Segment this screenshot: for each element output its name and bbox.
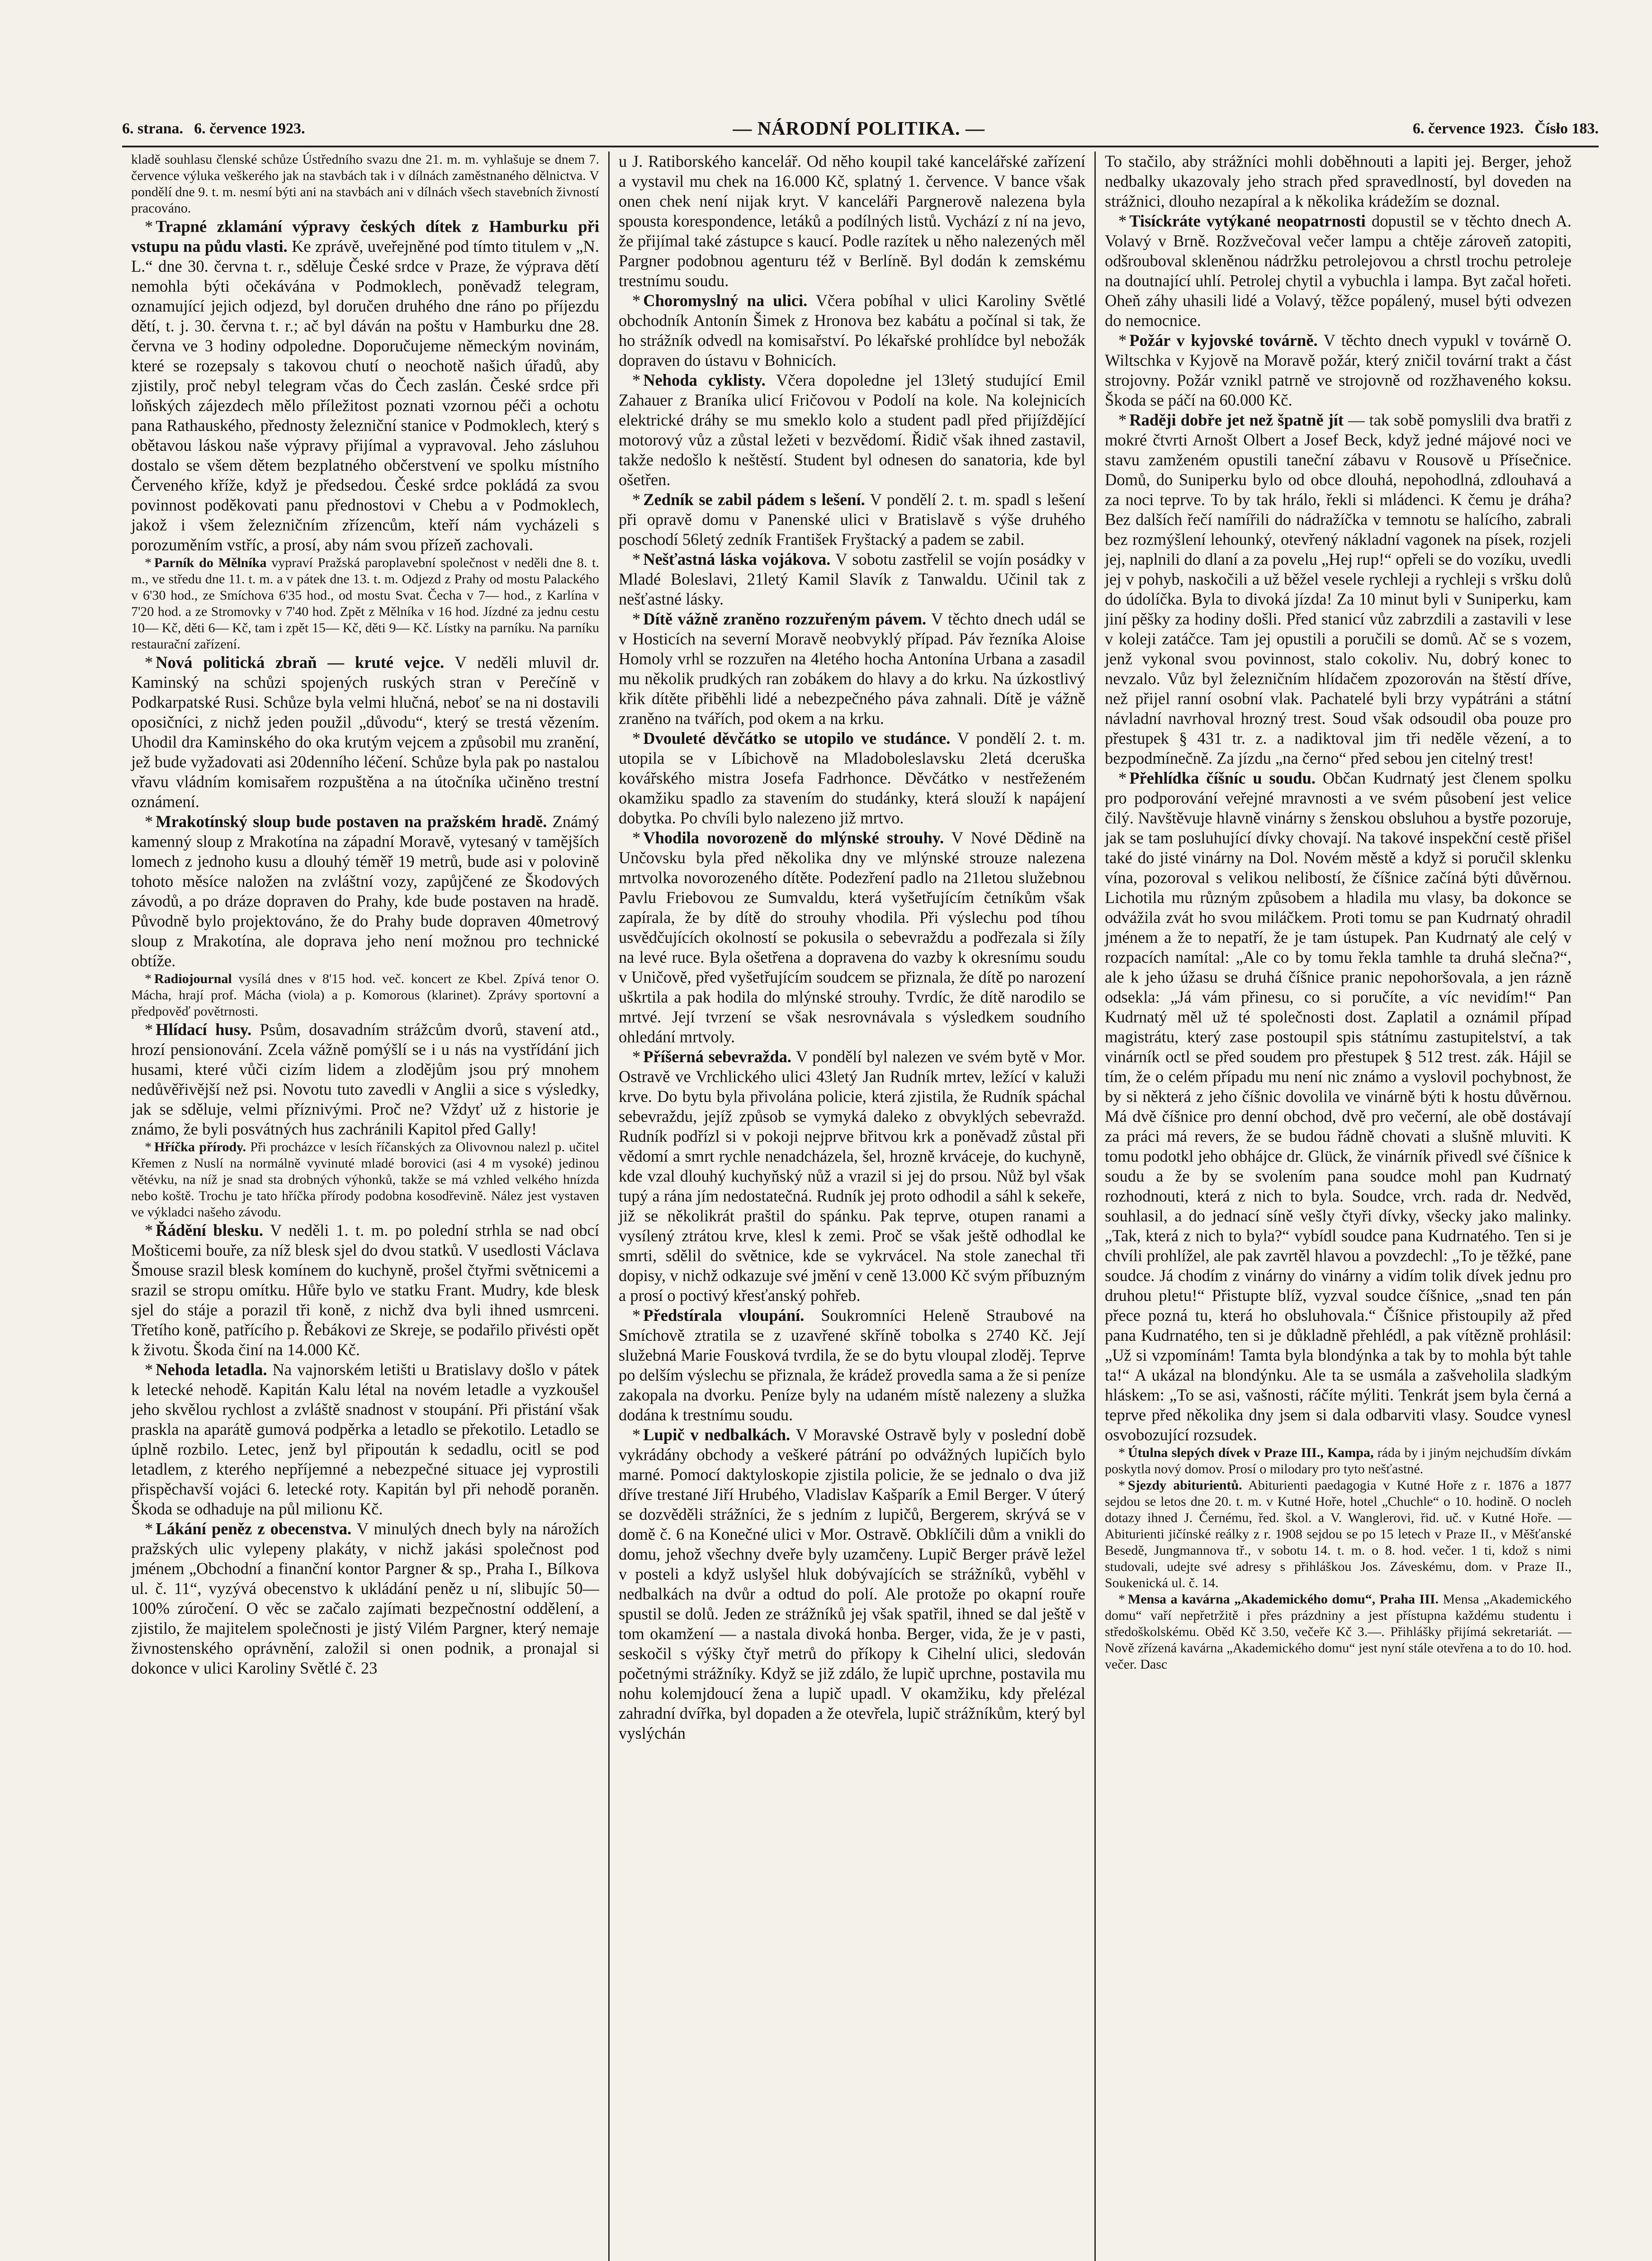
article-headline: Předstírala vloupání. [643,1306,805,1324]
asterisk-icon: * [632,729,641,747]
article-headline: Sjezdy abiturientů. [1128,1478,1242,1493]
asterisk-icon: * [145,217,153,236]
asterisk-icon: * [632,828,641,847]
article-text: V těchto dnech vypukl v továrně O. Wiltschka v Kyjově na Moravě požár, který zničil tovární trakt a část strojovny. Požár vznikl patrně ve strojovně od rozžhaveného koksu. Škoda se páčí na 60.000 Kč. [1105,331,1572,409]
asterisk-icon: * [1118,411,1127,429]
article-columns [122,151,1599,2261]
article-paragraph [131,1519,599,1678]
article-paragraph [1105,410,1572,768]
article-paragraph [619,728,1085,828]
article-headline: Trapné zklamání výpravy českých dítek z Hamburku při vstupu na půdu vlasti. [131,217,599,255]
article-paragraph [1105,1445,1572,1477]
article-paragraph [619,151,1085,291]
article-text: vysílá dnes v 8'15 hod. več. koncert ze Kbel. Zpívá tenor O. Mácha, hrají prof. Mácha (viola) a p. Komorous (klarinet). Zprávy sportovní a předpověď povětrnosti. [131,971,600,1019]
article-paragraph [619,370,1085,490]
article-text: V pondělí 2. t. m. utopila se v Líbichově na Mladoboleslavsku 2letá dceruška kovářského mistra Josefa Fadrhonce. Děvčátko v nestřeženém okamžiku spadlo za stavením do studánky, která slouží k napájení dobytka. Po chvíli bylo nalezeno již mrtvo. [619,729,1085,827]
asterisk-icon: * [145,555,151,570]
article-text: Včera dopoledne jel 13letý studující Emil Zahauer z Braníka ulicí Fričovou v Podolí na kole. Na kolejnicích elektrické dráhy se mu smeklo kolo a student padl před přijíždějící motorový vůz a zůstal ležeti v bezvědomí. Řidič však ihned zastavil, takže nedošlo k neštěstí. Student byl odnesen do sanatoria, kde byl ošetřen. [619,371,1085,489]
article-text: Známý kamenný sloup z Mrakotína na západní Moravě, vytesaný v tamějších lomech z jednoho kusu a dlouhý téměř 19 metrů, bude asi v polovině tohoto měsíce naložen na zvláštní vozy, zapůjčené ze Škodových závodů, a po dráze dopraven do Prahy, kde bude postaven na hradě. Původně bylo projektováno, že do Prahy bude dopraven 40metrový sloup z Mrakotína, ale doprava jeho není možnou pro technické obtíže. [131,812,599,970]
article-headline: Raději dobře jet než špatně jít [1129,411,1344,429]
asterisk-icon: * [632,1425,641,1444]
article-text: kladě souhlasu členské schůze Ústředního svazu dne 21. m. m. vyhlašuje se dnem 7. července výluka veškerého jak na stavbách tak i v dílnách zaměstnaného dělnictva. V pondělí dne 9. t. m. nesmí býti ani na stavbách ani v dílnách všech stavebních živností pracováno. [131,152,599,216]
article-text: Psům, dosavadním strážcům dvorů, stavení atd., hrozí pensionování. Zcela vážně pomýšlí se i u nás na vystřídání jich husami, které vůči cizím lidem a zlodějům jsou prý mnohem nedůvěřivější než psi. Novotu tuto zavedli v Anglii a sice s výsledky, jak se sděluje, velmi příznivými. Proč ne? Vždyť už z historie je známo, že byli posvátných hus zachránili Kapitol před Gally! [131,1020,599,1138]
asterisk-icon: * [1118,1592,1125,1607]
article-paragraph [619,1425,1085,1743]
asterisk-icon: * [632,371,641,389]
article-text: V těchto dnech udál se v Hosticích na severní Moravě neobvyklý případ. Páv řezníka Aloise Homoly vrhl se rozzuřen na 4letého hocha Antonína Urbana a zasadil mu několik prudkých ran zobákem do hlavy a do krku. Na úzkostlivý křik dítěte přiběhli lidé a nebezpečného páva zahnali. Dítě je vážně zraněno na tvářích, pod okem a na krku. [619,610,1086,728]
asterisk-icon: * [632,1047,641,1066]
article-headline: Mrakotínský sloup bude postaven na pražském hradě. [156,812,547,831]
asterisk-icon: * [145,1221,153,1239]
article-paragraph [131,1020,599,1139]
column-3 [1094,151,1581,2261]
article-text: Na vajnorském letišti u Bratislavy došlo v pátek k letecké nehodě. Kapitán Kalu létal na novém letadle a vyzkoušel jeho skvělou rychlost a zvláště snadnost v stoupání. Při přistání však praskla na aparátě gumová podpěrka a letadlo se překotilo. Letadlo se úplně rozbilo. Letec, jenž byl připoután k sedadlu, ocitl se pod letadlem, z kterého nepříjemné a nebezpečné situace jej vyprostili přispěchavší vojáci 6. letecké roty. Kapitán byl při nehodě poraněn. Škoda se odhaduje na půl milionu Kč. [131,1360,599,1518]
article-headline: Parník do Mělníka [154,555,267,570]
asterisk-icon: * [145,653,153,672]
page-number: 6. strana. [122,120,184,137]
asterisk-icon: * [145,971,151,986]
article-paragraph [1105,331,1572,410]
article-paragraph [619,828,1085,1047]
article-paragraph [131,812,599,971]
asterisk-icon: * [632,490,641,509]
asterisk-icon: * [1118,212,1127,230]
article-paragraph [131,1220,599,1360]
article-paragraph [619,291,1085,370]
article-headline: Zedník se zabil pádem s lešení. [643,490,865,509]
article-paragraph [131,1360,599,1519]
date-left: 6. července 1923. [194,120,305,137]
header-rule [122,146,1599,147]
article-paragraph [131,971,599,1020]
article-text: Abiturienti paedagogia v Kutné Hoře z r. 1876 a 1877 sejdou se letos dne 20. t. m. v Kutné Hoře, hotel „Chuchle“ o 10. hodině. O nocleh dotazy ihned J. Černému, řed. škol. a V. Wanglerovi, řid. uč. v Kutné Hoře. — Abiturienti jičínské reálky z r. 1908 sejdou se po 15 letech v Praze II., v Měšťanské Besedě, Jungmannova tř., v sobotu 14. t. m. o 8. hod. večer. 1 ti, kdož s nimi studovali, udejte své adresy s přihláškou Jos. Záveskému, dom. v Praze II., Soukenická ul. č. 14. [1105,1478,1572,1590]
article-paragraph [131,555,599,653]
article-headline: Mensa a kavárna „Akademického domu“, Praha III. [1128,1592,1439,1607]
article-text: V Moravské Ostravě byly v poslední době vykrádány obchody a veškeré pátrání po odvážných lupičích bylo marné. Pomocí daktyloskopie zjistila policie, že se jednalo o dva již dříve trestané Jiří Hrubého, Vladislav Kašparík a Emil Berger. V úterý se dozvěděli strážníci, že s jedním z lupičů, Bergerem, skrývá se v domě č. 6 na Konečné ulici v Mor. Ostravě. Obklíčili dům a vnikli do domu, jehož všechny dveře byly uzamčeny. Lupič Berger právě ležel v posteli a když uslyšel hluk dobývajících se strážníků, vyběhl v nedbalkách na dvůr a odtud do polí. Ale protože po okapní rouře spustil se dolů. Jeden ze strážníků jej však spatřil, ihned se dal ještě v tom okamžení — a nastala divoká honba. Berger, vida, že je v pasti, seskočil s výšky čtyř metrů do příkopy k Cihelní ulici, sledován početnými strážníky. Když se již zdálo, že lupič uprchne, postavila mu nohu kolemjdoucí žena a lupič upadl. V okamžiku, kdy přelézal zahradní dvířka, byl dopaden a že otevřela, lupič strážníkům, který byl vyslýchán [619,1425,1086,1742]
asterisk-icon: * [145,1360,153,1379]
article-text: To stačilo, aby strážníci mohli doběhnouti a lapiti jej. Berger, jehož nedbalky ukazovaly jeho strach před spravedlností, byl doveden na strážnici, dlouho nezapíral a k několika krádežím se doznal. [1105,152,1572,210]
article-text: Mensa „Akademického domu“ vaří nepřetržitě i přes prázdniny a jest přístupna každému studentu i středoškolskému. Oběd Kč 3.50, večeře Kč 3.—. Přihlášky přijímá sekretariát. — Nově zřízená kavárna „Akademického domu“ jest nyní stále otevřena a to do 10. hod. večer. Dasc [1105,1592,1572,1672]
asterisk-icon: * [145,1140,151,1154]
article-text: V neděli mluvil dr. Kaminský na schůzi spojených ruských stran v Perečíně v Podkarpatské Rusi. Schůze byla velmi hlučná, neboť se na ni dostavili oposičníci, z nichž jeden použil „důvodu“, který se trestá vězením. Uhodil dra Kaminského do oka krutým vejcem a způsobil mu zranění, jež bude vyžadovati asi 20denního léčení. Schůze byla pak po nastalou vřavu vládním komisařem rozpuštěna a na útočníka učiněno trestní oznámení. [131,653,600,811]
article-headline: Příšerná sebevražda. [643,1047,792,1066]
date-right: 6. července 1923. [1412,120,1524,137]
header-left [122,120,305,137]
article-headline: Lupič v nedbalkách. [643,1425,790,1444]
column-2 [608,151,1094,2261]
article-text: Ke zprávě, uveřejněné pod tímto titulem v „N. L.“ dne 30. června t. r., sděluje České srdce v Praze, že výprava dětí nemohla býti očekávána v Podmoklech, poněvadž telegram, oznamující jejich odjezd, byl doručen druhého dne ráno po příjezdu dětí, t. j. 30. června t. r.; ač byl dáván na poštu v Hamburku dne 28. června ve 3 hodiny odpoledne. Doporučujeme německým novinám, které se rozepsaly s takovou chutí o neochotě našich úřadů, aby zjistily, proč nebyl telegram včas do Čech zaslán. České srdce při loňských zájezdech mělo příležitost poznati vzornou péči a ochotu pana Rathauského, přednosty železniční stanice v Podmoklech, který s obětavou láskou naše výpravy přijímal a vypravoval. Jeho zásluhou dostalo se všem dětem bezplatného občerstvení ve spolku místního Červeného kříže, když je předsedou. České srdce pokládá za svou povinnost poděkovati panu přednostovi v Chebu a v Podmoklech, jakož i všem železničním zřízencům, kteří nám vycházeli s porozuměním vstříc, a prosí, aby nám svou přízeň zachovali. [131,237,599,554]
asterisk-icon: * [632,1306,641,1324]
article-headline: Útulna slepých dívek v Praze III., Kampa, [1128,1445,1374,1460]
article-text: Včera pobíhal v ulici Karoliny Světlé obchodník Antonín Šimek z Hronova bez kabátu a počínal si tak, že ho strážník odvedl na komisařství. Po lékařské prohlídce byl nebožák dopraven do ústavu v Bohnicích. [619,291,1085,369]
asterisk-icon: * [1118,1445,1125,1460]
asterisk-icon: * [632,610,641,628]
article-paragraph [619,609,1085,728]
asterisk-icon: * [145,1020,153,1039]
article-text: vypraví Pražská paroplavební společnost v neděli dne 8. t. m., ve středu dne 11. t. m. a v pátek dne 13. t. m. Odjezd z Prahy od mostu Palackého v 6'30 hod., ze Smíchova 6'35 hod., od mostu Svat. Čecha v 7— hod., z Karlína v 7'20 hod. a ze Stromovky v 7'40 hod. Zpět z Mělníka v 16 hod. Jízdné za jednu cestu 10— Kč, děti 6— Kč, tam i zpět 15— Kč, děti 9— Kč. Lístky na parníku. Na parníku restaurační zařízení. [131,555,600,652]
article-text: ráda by i jiným nejchudším dívkám poskytla nový domov. Prosí o milodary pro tyto nešťastné. [1105,1445,1572,1476]
article-headline: Dvouleté děvčátko se utopilo ve studánce. [643,729,951,747]
article-headline: Dítě vážně zraněno rozzuřeným pávem. [643,610,927,628]
article-text: V sobotu zastřelil se vojín posádky v Mladé Boleslavi, 21letý Kamil Slavík z Tanwaldu. Učinil tak z nešťastné lásky. [619,550,1085,608]
asterisk-icon: * [632,550,641,568]
article-headline: Hlídací husy. [156,1020,252,1039]
article-headline: Přehlídka číšníc u soudu. [1129,769,1316,787]
article-headline: Lákání peněz z obecenstva. [156,1519,352,1538]
article-headline: Nešťastná láska vojákova. [643,550,831,568]
article-text: — tak sobě pomyslili dva bratři z mokré čtvrti Arnošt Olbert a Josef Beck, když jedné májové noci ve stavu zamženém opustili taneční zábavu v Rousově u Přísečnice. Domů, do Suniperku bylo od obce dlouhá, nepohodlná, zdlouhavá a za noci teprve. To by tak hrálo, řekli si mládenci. K čemu je dráha? Bez dalších řečí namířili do nádražíčka v temnotu se halícího, zabrali bez rozmýšlení lehounký, otevřený nákladní vagonek na písek, rozjeli jej, naplnili do dlaní a za povelu „Hej rup!“ opřeli se do vozíku, uvedli jej v pohyb, naskočili a už běžel vesele rychleji a rychleji s vršku dolů do údolíčka. Byla to divoká jízda! Za 10 minut byli v Suniperku, kam jiní pěšky za hodiny došli. Před stanicí vůz zabrzdili a zastavili v lese v koleji zatáčce. Tam jej opustili a poručili se domů. Ač se s vozem, jenž vykonal svou povinnost, stalo cokoliv. Nu, dobrý konec to nevzalo. Vůz byl železničním hlídačem zpozorován na štěstí dříve, než přijel ranní osobní vlak. Pachatelé byli brzy vypátráni a státní návladní navrhoval hrozný trest. Soud však odsoudil oba pouze pro přestupek § 431 tr. z. a nadiktoval jim tři neděle vězení, a to bezpodmínečně. Za jízdu „na černo“ před sebou jen citelný trest! [1105,411,1572,767]
article-text: Při procházce v lesích říčanských za Olivovnou nalezl p. učitel Křemen z Nuslí na normálně vyvinuté mladé borovici (asi 4 m vysoké) jedinou větévku, na níž je snad sta drobných výhonků, takže se má vzhled velkého hnízda nebo koště. Trochu je tato hříčka přírody podobna kosodřevině. Nález jest vystaven ve výkladci našeho závodu. [131,1140,600,1220]
article-paragraph [619,1306,1085,1425]
asterisk-icon: * [145,1519,153,1538]
article-paragraph [1105,211,1572,331]
article-paragraph [131,653,599,812]
article-paragraph [131,217,599,555]
article-text: V Nové Dědině na Unčovsku byla před několika dny ve mlýnské strouze nalezena mrtvolka novorozeného dítěte. Podezření padlo na 21letou služebnou Pavlu Friebovou ze Sumvaldu, která vyšetřujícím četníkům však zapírala, že by dítě do strouhy vhodila. Při výslechu pod tíhou usvědčujících okolností se pokusila o sebevraždu a podřezala si žíly na levé ruce. Byla ošetřena a dopravena do vazby k okresnímu soudu v Uničově, před vyšetřujícím soudcem se přiznala, že dítě po narození uškrtila a pak hodila do mlýnské strouhy. Tvrdíc, že dítě narodilo se mrtvé. Její tvrzení se však nesrovnávala s výsledkem soudního ohledání mrtvoly. [619,828,1085,1046]
article-text: dopustil se v těchto dnech A. Volavý v Brně. Rozžvečoval večer lampu a chtěje zároveň zatopiti, odšrouboval skleněnou nádržku petrolejovou a chrstl trochu petroleje na doutnající uhlí. Petrolej chytil a vybuchla i lampa. Byt začal hořeti. Oheň záhy uhasili lidé a Volavý, těžce popálený, musel býti odvezen do nemocnice. [1105,212,1572,330]
article-text: V pondělí 2. t. m. spadl s lešení při opravě domu v Panenské ulici v Bratislavě s výše druhého poschodí 56letý zedník František Fryštacký a padem se zabil. [619,490,1085,549]
article-paragraph [619,490,1085,549]
asterisk-icon: * [1118,331,1127,350]
article-headline: Choromyslný na ulici. [643,291,808,310]
article-text: Občan Kudrnatý jest členem spolku pro podporování veřejné mravnosti a ve svém působení jest velice čilý. Navštěvuje hlavně vinárny s ženskou obsluhou a bystře pozoruje, jak se tam posluhující dívky chovají. Na takové inspekční cestě přišel také do jisté vinárny na Dol. Novém městě a když si poručil sklenku vína, pozoroval s velikou nelibostí, že číšnice začíná býti důvěrnou. Lichotila mu různým způsobem a hladila mu vlasy, ba dokonce se odvážila zvát ho svou miláčkem. Proti tomu se pan Kudrnatý ohradil jménem a že to nepatří, že je tam ústupek. Pan Kudrnatý ale celý v rozpacích namítal: „Ale co by tomu řekla tamhle ta druhá slečna?“, ale k jeho úžasu se druhá číšnice pranic nepohoršovala, a jen rázně odsekla: „Já vám přinesu, co si poručíte, a víc nevidím!“ Pan Kudrnatý měl už té společnosti dost. Zaplatil a oznámil případ magistrátu, který zase postoupil spis státnímu zastupitelství, a tak vinárník octl se před soudem pro přestupek § 512 trest. zák. Hájil se tím, že o celém případu mu není nic známo a vyslovil pochybnost, že by si některá z jeho číšnic dovolila ve vinárně býti k hostu důvěrnou. Má dvě číšnice pro denní obchod, dvě pro večerní, ale obě dostávají za práci má revers, že se budou řádně chovati a slušně mluviti. K tomu podotkl jeho obhájce dr. Glück, že vinárník přivedl své číšnice k soudu a že by se svolením pana soudce mohl pan Kudrnatý rozhodnouti, která z nich to byla. Soudce, vrch. rada dr. Nedvěd, souhlasil, a do jednací síně vešly čtyři dívky, všecky jako malinky. „Tak, která z nich to byla?“ vybídl soudce pana Kudrnatého. Ten si je chvíli prohlížel, ale pak zavrtěl hlavou a povzdechl: „To je těžké, pane soudce. Já chodím z vinárny do vinárny a vidím tolik dívek jednu pro druhou pletu!“ Přistupte blíž, vyzval soudce číšnice, „snad ten pán přece pozná tu, která ho obsluhovala.“ Číšnice přistoupily až před pana Kudrnatého, ten si je důkladně přehlédl, a pak vítězně prohlásil: „Už si vzpomínám! Tamta byla blondýnka a tak by to mohla být tahle ta!“ A ukázal na blondýnku. Ale ta se usmála a zašveholila sladkým hláskem: „To se asi, vašnosti, ráčíte mýliti. Tenkrát jsem byla černá a teprve před několika dny jsem si dala odbarviti vlasy. Soudce vynesl osvobozující rozsudek. [1105,769,1572,1444]
newspaper-title: — NÁRODNÍ POLITIKA. — [733,118,985,139]
asterisk-icon: * [1118,1478,1125,1493]
article-paragraph [131,151,599,217]
article-paragraph [619,549,1085,609]
article-paragraph [1105,151,1572,211]
article-headline: Radiojournal [154,971,232,986]
issue-number: Čísło 183. [1534,120,1599,137]
article-text: V neděli 1. t. m. po polední strhla se nad obcí Mošticemi bouře, za níž blesk sjel do dvou statků. V usedlosti Václava Šmouse srazil blesk komínem do kuchyně, prošel čtyřmi světnicemi a srazil se stropu omítku. Hůře bylo ve statku Frant. Mudry, kde blesk sjel do stáje a porazil tři koně, z nichž dva byli ihned usmrceni. Třetího koně, patřícího p. Řebákovi ze Skreje, se podařilo přivésti opět k životu. Škoda činí na 14.000 Kč. [131,1221,600,1359]
article-paragraph [1105,1477,1572,1591]
article-paragraph [619,1047,1085,1306]
header-right [1413,120,1599,137]
article-paragraph [131,1139,599,1220]
article-headline: Vhodila novorozeně do mlýnské strouhy. [643,828,944,847]
column-1 [122,151,608,2261]
article-text: V pondělí byl nalezen ve svém bytě v Mor. Ostravě ve Vrchlického ulici 43letý Jan Rudník mrtev, ležící v kaluži krve. Do bytu byla přivolána policie, která zjistila, že Rudník spáchal sebevraždu, jejíž způsob se vymyká daleko z obvyklých sebevražd. Rudník podřízl si v pokoji nejprve břitvou krk a poněvadž zůstal při vědomí a smrt rychle nenadcházela, šel, hrozně krváceje, do kuchyně, kde vzal dlouhý kuchyňský nůž a vrazil si jej do prsou. Nůž byl však tupý a rána jím nedostatečná. Rudník jej proto odhodil a sáhl k sekeře, již se několikrát praštil do spánku. Pak teprve, otupen ranami a vysílený ztrátou krve, klesl k zemi. Proč se však ještě odhodlal ke smrti, sdělil do světnice, kde se vykrvácel. Na stole zanechal tři dopisy, v nichž odkazuje své jmění v ceně 13.000 Kč svým příbuzným a prosí o poctivý křesťanský pohřeb. [619,1047,1085,1305]
page-header [122,115,1599,142]
article-headline: Tisíckráte vytýkané neopatrnosti [1129,212,1366,230]
article-headline: Nehoda cyklisty. [643,371,766,389]
asterisk-icon: * [1118,769,1127,787]
article-headline: Hříčka přírody. [154,1140,246,1154]
article-text: u J. Ratiborského kancelář. Od něho koupil také kancelářské zařízení a vystavil mu chek na 16.000 Kč, splatný 1. července. V bance však onen chek není nijak kryt. V kanceláři Pargnerově nalezena byla spousta korespondence, letáků a podílných listů. Vychází z ní na jevo, že přijímal také zástupce s kaucí. Podle razítek u něho nalezených měl Pargner podobnou agenturu též v Berlíně. Byl dodán k zemskému trestnímu soudu. [619,152,1085,290]
article-paragraph [1105,768,1572,1445]
article-headline: Řádění blesku. [156,1221,263,1239]
article-paragraph [1105,1591,1572,1673]
article-text: Soukromníci Heleně Straubové na Smíchově ztratila se z uzavřené skříně tobolka s 2740 Kč. Její služebná Marie Fousková tvrdila, že se do bytu vloupal zloděj. Teprve po delším výslechu se přiznala, že krádež provedla sama a že si peníze zakopala na dvorku. Peníze byly na udaném místě nalezeny a služka dodána k trestnímu soudu. [619,1306,1085,1424]
asterisk-icon: * [632,291,641,310]
asterisk-icon: * [145,812,153,831]
article-text: V minulých dnech byly na nárožích pražských ulic vylepeny plakáty, v nichž jakási společnost pod jménem „Obchodní a finanční kontor Pargner & sp., Praha I., Bílkova ul. č. 11“, vyzývá obecenstvo k ukládání peněz u ní, slibujíc 50—100% zúročení. O věc se začalo zajímati bezpečnostní oddělení, a zjistilo, že majitelem společnosti je jistý Vilém Pargner, který nemaje živnostenského oprávnění, založil si onen podnik, a pronajal si dokonce v ulici Karoliny Světlé č. 23 [131,1519,599,1677]
article-headline: Nová politická zbraň — kruté vejce. [156,653,445,672]
article-headline: Nehoda letadla. [156,1360,267,1379]
article-headline: Požár v kyjovské továrně. [1129,331,1318,350]
